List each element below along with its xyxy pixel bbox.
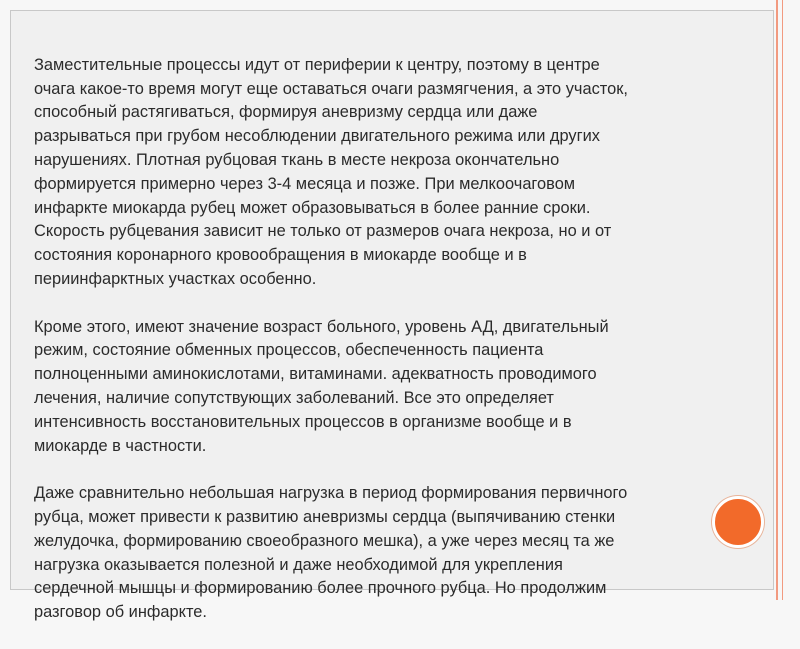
paragraph-1: Заместительные процессы идут от периферии к центру, поэтому в центре очага какое-то время могут еще оставаться очаги размягчения, а это участок, способный растягиваться, формируя аневризму сердца или даже разрываться при грубом несоблюдении двигательного режима или других нарушениях. Плотная рубцовая ткань в месте некроза окончательно формируется примерно через 3-4 месяца и позже. При мелкоочаговом инфаркте миокарда рубец может образовываться в более ранние сроки. Скорость рубцевания зависит не только от размеров очага некроза, но и от состояния коронарного кровообращения в миокарде вообще и в периинфарктных участках особенно. (34, 55, 628, 288)
slide-text-body (34, 30, 770, 649)
decorative-orange-circle (712, 496, 764, 548)
paragraph-3: Даже сравнительно небольшая нагрузка в период формирования первичного рубца, может привести к развитию аневризмы сердца (выпячиванию стенки желудочка, формированию своеобразного мешка), а уже через месяц та же нагрузка оказывается полезной и даже необходимой для укрепления сердечной мышцы и формированию более прочного рубца. Но продолжим разговор об инфаркте. (34, 484, 628, 622)
decorative-rule-thin (782, 0, 783, 600)
paragraph-2: Кроме этого, имеют значение возраст больного, уровень АД, двигательный режим, состояние обменных процессов, обеспеченность пациента полноценными аминокислотами, витаминами. адекватность проводимого лечения, наличие сопутствующих заболеваний. Все это определяет интенсивность восстановительных процессов в организме вообще и в миокарде в частности. (34, 317, 609, 455)
decorative-rule-thick (776, 0, 778, 600)
